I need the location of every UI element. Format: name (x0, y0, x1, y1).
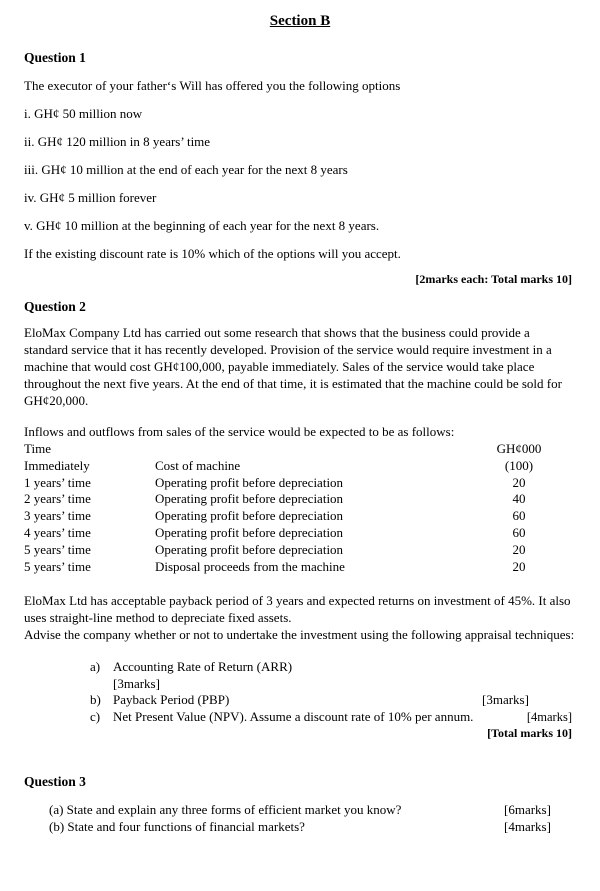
row-description: Operating profit before depreciation (155, 541, 344, 557)
question-3-heading: Question 3 (24, 774, 86, 789)
option-v: v. GH¢ 10 million at the beginning of each year for the next 8 years. (24, 218, 380, 233)
part-a-marks: [3marks] (113, 676, 160, 691)
part-c-label: c) (90, 709, 101, 724)
question-3-part-a: (a) State and explain any three forms of efficient market you know? (49, 802, 402, 817)
row-time: 1 years’ time (24, 474, 91, 490)
part-b-text: Payback Period (PBP) (113, 692, 230, 707)
header-amount: GH¢000 (496, 441, 542, 456)
question-1-intro: The executor of your father‘s Will has offered you the following options (24, 78, 401, 93)
question-1-prompt: If the existing discount rate is 10% which of the options will you accept. (24, 246, 401, 261)
part-b-label: b) (90, 692, 101, 707)
table-row (24, 475, 549, 492)
row-time: 5 years’ time (24, 541, 91, 557)
question-1-heading: Question 1 (24, 50, 86, 65)
row-amount: 20 (512, 474, 526, 490)
row-amount: 20 (512, 558, 526, 574)
row-description: Operating profit before depreciation (155, 474, 344, 490)
question-2-paragraph-2: EloMax Ltd has acceptable payback period of 3 years and expected returns on investment of 45%. It also uses straight-line method to depreciate fixed assets. (24, 593, 571, 625)
row-description: Operating profit before depreciation (155, 491, 344, 507)
table-row (24, 542, 549, 559)
table-row (24, 508, 549, 525)
option-ii: ii. GH¢ 120 million in 8 years’ time (24, 134, 211, 149)
row-amount: 20 (512, 541, 526, 557)
option-iv: iv. GH¢ 5 million forever (24, 190, 157, 205)
section-title: Section B (269, 13, 331, 29)
row-time: 2 years’ time (24, 491, 91, 507)
row-description: Operating profit before depreciation (155, 508, 344, 524)
table-row (24, 559, 549, 576)
row-description: Operating profit before depreciation (155, 524, 344, 540)
row-time: 4 years’ time (24, 524, 91, 540)
row-amount: 60 (512, 524, 526, 540)
cash-flow-table (24, 441, 549, 575)
table-row (24, 491, 549, 508)
part-a-text: Accounting Rate of Return (ARR) (113, 659, 293, 674)
table-row (24, 525, 549, 542)
part-c-text: Net Present Value (NPV). Assume a discount rate of 10% per annum. (113, 709, 474, 724)
part-a-label: a) (90, 659, 101, 674)
option-i: i. GH¢ 50 million now (24, 106, 143, 121)
header-time: Time (24, 441, 51, 456)
table-row (24, 458, 549, 475)
question-3-part-b: (b) State and four functions of financial markets? (49, 819, 305, 834)
row-time: Immediately (24, 457, 90, 473)
part-c-marks: [4marks] (526, 710, 572, 724)
row-amount: 60 (512, 508, 526, 524)
row-amount: (100) (504, 457, 534, 473)
row-description: Disposal proceeds from the machine (155, 558, 345, 574)
question-2-total-marks: [Total marks 10] (487, 726, 572, 740)
part-b-marks: [3marks] (482, 692, 529, 707)
question-2-paragraph-3: Advise the company whether or not to undertake the investment using the following appraisal techniques: (24, 627, 575, 642)
question-2-heading: Question 2 (24, 299, 86, 314)
row-amount: 40 (512, 491, 526, 507)
row-time: 5 years’ time (24, 558, 91, 574)
question-3-part-a-marks: [6marks] (504, 802, 551, 817)
question-2-paragraph-1: EloMax Company Ltd has carried out some research that shows that the business could provide a standard service that it has recently developed. Provision of the service would require investment in a machine that would cost GH¢100,000, payable immediately. Sales of the service would take place throughout the next five years. At the end of that time, it is estimated that the machine could be sold for GH¢20,000. (24, 325, 562, 408)
table-intro: Inflows and outflows from sales of the service would be expected to be as follows: (24, 424, 455, 439)
table-header-row (24, 441, 549, 458)
question-1-marks: [2marks each: Total marks 10] (415, 272, 572, 286)
row-time: 3 years’ time (24, 508, 91, 524)
question-3-part-b-marks: [4marks] (504, 819, 551, 834)
option-iii: iii. GH¢ 10 million at the end of each year for the next 8 years (24, 162, 348, 177)
row-description: Cost of machine (155, 457, 241, 473)
